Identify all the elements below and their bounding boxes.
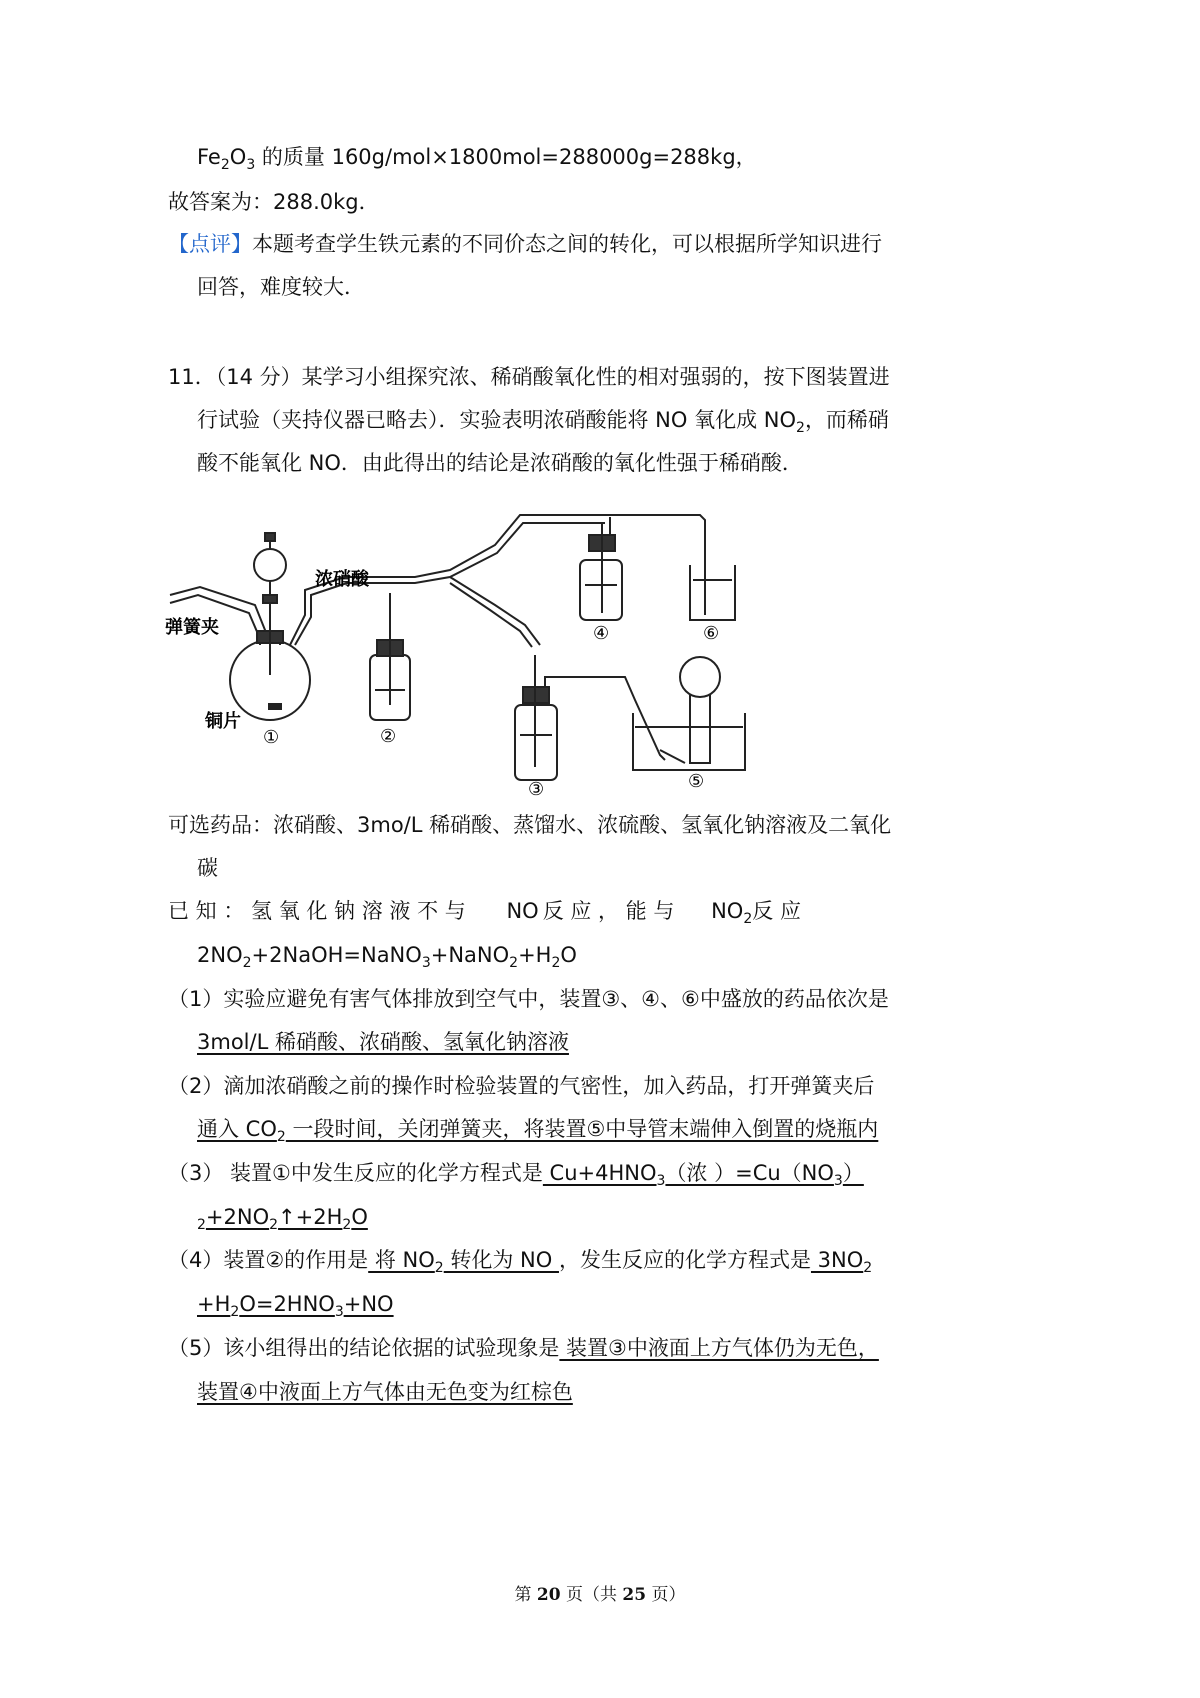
text: 将 NO [368, 1248, 435, 1272]
subscript: 2 [230, 1304, 240, 1321]
subscript: 2 [434, 1260, 444, 1277]
subscript: 3 [656, 1173, 666, 1190]
page-number: 20 [536, 1585, 561, 1605]
fe2o3-mass-line [197, 142, 757, 180]
subscript: 2 [269, 1217, 279, 1234]
text: +2NaOH=NaNO [251, 943, 422, 967]
text: ，发生反应的化学方程式是 [558, 1248, 811, 1272]
part-3-question [168, 1158, 864, 1196]
part-4-answer-b [810, 1248, 873, 1277]
text: +H [197, 1292, 231, 1316]
part-5-question [168, 1333, 879, 1363]
text: O [560, 943, 577, 967]
part-5-answer-a: 装置③中液面上方气体仍为无色， [559, 1336, 879, 1360]
reagents-line-2: 碳 [197, 856, 218, 880]
subscript: 2 [863, 1260, 873, 1277]
answer-line: 故答案为：288.0kg． [168, 190, 380, 214]
label-n5: ⑤ [688, 771, 705, 792]
subscript: 3 [246, 157, 256, 174]
part-4-answer-a [368, 1248, 559, 1277]
label-n6: ⑥ [703, 623, 720, 644]
label-n4: ④ [593, 623, 610, 644]
subscript: 3 [421, 955, 431, 972]
text: Cu+4HNO [542, 1161, 657, 1185]
text: ，而稀硝 [804, 408, 889, 432]
text: 3NO [810, 1248, 864, 1272]
label-clamp: 弹簧夹 [165, 617, 219, 638]
text: NO [711, 899, 744, 923]
subscript: 2 [551, 955, 561, 972]
text: +NO [343, 1292, 394, 1316]
label-n3: ③ [528, 779, 545, 800]
apparatus-diagram [165, 495, 775, 800]
text: O [351, 1205, 368, 1229]
total-pages: 25 [622, 1585, 647, 1605]
question-11-line-3: 酸不能氧化 NO．由此得出的结论是浓硝酸的氧化性强于稀硝酸． [197, 451, 803, 475]
part-4-question [168, 1245, 872, 1283]
text: ↑+2H [278, 1205, 343, 1229]
subscript: 2 [197, 1217, 206, 1234]
comment-line-2: 回答，难度较大． [197, 275, 365, 299]
text: 反 应 [752, 899, 801, 923]
label-acid: 浓硝酸 [315, 569, 369, 590]
label-copper: 铜片 [205, 711, 241, 732]
part-3-answer-b [197, 1202, 368, 1240]
reagents-line-1: 可选药品：浓硝酸、3mo/L 稀硝酸、蒸馏水、浓硫酸、氢氧化钠溶液及二氧化 [168, 813, 892, 837]
text: NO [506, 899, 539, 923]
page-footer [0, 1580, 1200, 1605]
text: +2NO [205, 1205, 270, 1229]
text: +NaNO [430, 943, 510, 967]
text: 行试验（夹持仪器已略去）．实验表明浓硝酸能将 NO 氧化成 NO [197, 408, 797, 432]
text: 反 应 ， 能 与 [542, 899, 675, 923]
subscript: 2 [509, 955, 519, 972]
text: （4）装置②的作用是 [168, 1248, 369, 1272]
subscript: 2 [276, 1129, 286, 1146]
text: ） [842, 1161, 864, 1185]
part-4-answer-c [197, 1289, 394, 1327]
part-2-question: （2）滴加浓硝酸之前的操作时检验装置的气密性，加入药品，打开弹簧夹后 [168, 1074, 875, 1098]
text: 一段时间，关闭弹簧夹，将装置⑤中导管末端伸入倒置的烧瓶内 [285, 1117, 879, 1141]
subscript: 2 [796, 420, 805, 437]
comment-line-1 [168, 229, 882, 259]
text: 转化为 NO [443, 1248, 559, 1272]
subscript: 2 [220, 157, 230, 174]
footer-text: 第 [514, 1585, 537, 1605]
text: （浓 ）=Cu（NO [665, 1161, 834, 1185]
equation-line [197, 940, 577, 978]
part-1-answer: 3mol/L 稀硝酸、浓硝酸、氢氧化钠溶液 [197, 1030, 569, 1054]
text: Fe [197, 145, 221, 169]
comment-tag: 【点评】 [168, 232, 252, 256]
text: 2NO [197, 943, 243, 967]
subscript: 2 [342, 1217, 352, 1234]
question-11-line-2 [197, 405, 889, 443]
text: （5）该小组得出的结论依据的试验现象是 [168, 1336, 560, 1360]
label-n1: ① [263, 727, 280, 748]
part-1-question: （1）实验应避免有害气体排放到空气中，装置③、④、⑥中盛放的药品依次是 [168, 987, 889, 1011]
text: 通入 CO [197, 1117, 277, 1141]
known-line [168, 896, 801, 934]
label-n2: ② [380, 726, 397, 747]
footer-text: 页） [646, 1585, 686, 1605]
question-11-head: 11．（14 分）某学习小组探究浓、稀硝酸氧化性的相对强弱的，按下图装置进 [168, 365, 890, 389]
comment-text: 本题考查学生铁元素的不同价态之间的转化，可以根据所学知识进行 [252, 232, 882, 256]
subscript: 3 [833, 1173, 843, 1190]
subscript: 3 [334, 1304, 344, 1321]
subscript: 2 [242, 955, 252, 972]
part-5-answer-b: 装置④中液面上方气体由无色变为红棕色 [197, 1380, 573, 1404]
text: 的质量 160g/mol×1800mol=288000g=288kg， [255, 145, 757, 169]
text: 已 知 ： 氢 氧 化 钠 溶 液 不 与 [168, 899, 466, 923]
text: +H [518, 943, 552, 967]
text: （3） 装置①中发生反应的化学方程式是 [168, 1161, 543, 1185]
text: O=2HNO [239, 1292, 335, 1316]
part-3-answer-a [542, 1161, 864, 1190]
subscript: 2 [743, 911, 753, 928]
part-2-answer [197, 1114, 878, 1152]
text: O [229, 145, 247, 169]
footer-text: 页（共 [560, 1585, 623, 1605]
